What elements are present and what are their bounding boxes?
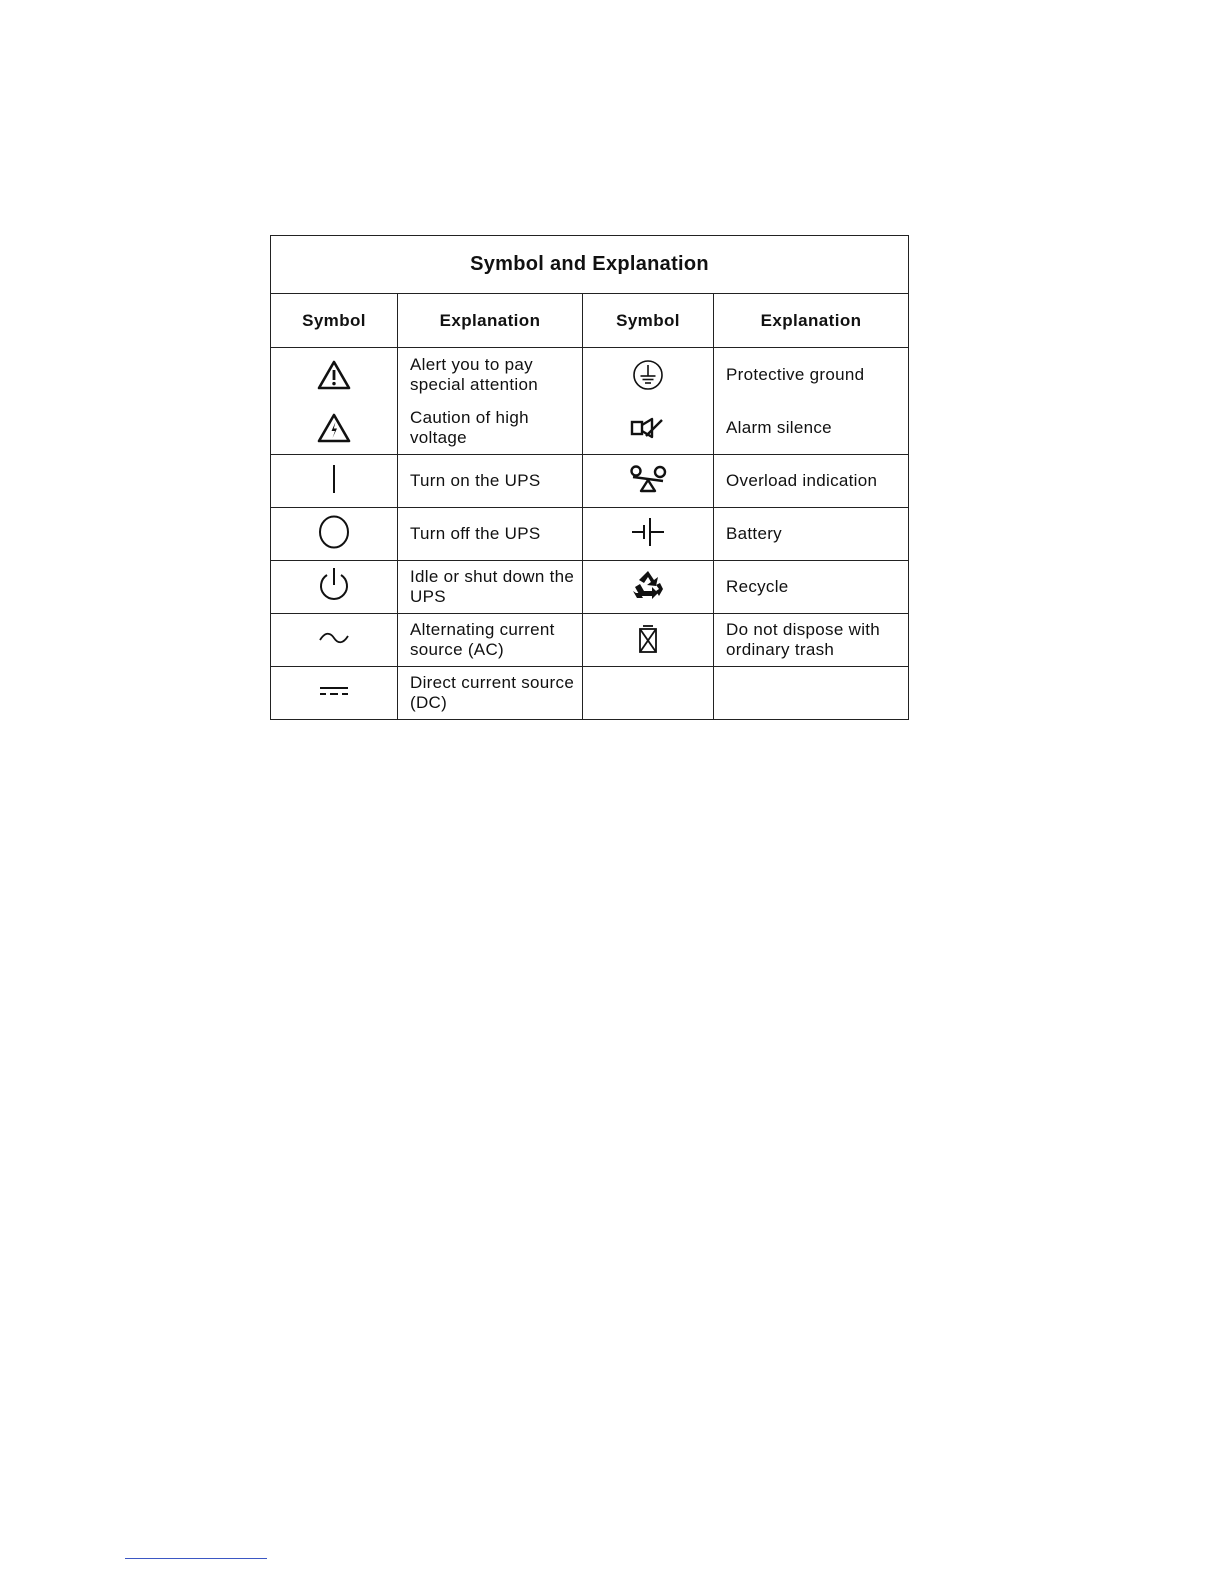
table-row xyxy=(271,667,909,720)
symbol-table xyxy=(270,235,909,720)
table-row xyxy=(271,508,909,561)
explanation-recycle: Recycle xyxy=(726,577,789,596)
dc-icon xyxy=(318,685,350,697)
header-symbol-left: Symbol xyxy=(271,294,398,348)
explanation-ac: Alternating current source (AC) xyxy=(410,620,555,659)
explanation-battery: Battery xyxy=(726,524,782,543)
overload-icon xyxy=(629,465,667,493)
power-off-icon xyxy=(318,515,350,549)
explanation-ground: Protective ground xyxy=(726,365,865,384)
table-row xyxy=(271,348,909,455)
recycle-icon xyxy=(631,569,665,601)
explanation-alert: Alert you to pay special attention xyxy=(410,355,538,394)
header-explanation-left: Explanation xyxy=(398,294,583,348)
explanation-idle: Idle or shut down the UPS xyxy=(410,567,575,606)
standby-icon xyxy=(317,566,351,604)
header-symbol-right: Symbol xyxy=(583,294,714,348)
power-on-icon xyxy=(329,464,339,494)
explanation-high-voltage: Caution of high voltage xyxy=(410,408,529,447)
explanation-alarm-silence: Alarm silence xyxy=(726,418,832,437)
ground-icon xyxy=(632,359,664,391)
high-voltage-icon xyxy=(317,413,351,443)
ac-icon xyxy=(318,631,350,645)
explanation-turn-off: Turn off the UPS xyxy=(410,524,541,543)
table-row xyxy=(271,614,909,667)
empty-cell xyxy=(583,667,714,720)
empty-cell xyxy=(714,667,909,720)
warning-triangle-icon xyxy=(317,360,351,390)
table-row xyxy=(271,561,909,614)
explanation-turn-on: Turn on the UPS xyxy=(410,471,541,490)
explanation-no-trash: Do not dispose with ordinary trash xyxy=(726,620,881,659)
explanation-dc: Direct current source (DC) xyxy=(410,673,575,712)
explanation-overload: Overload indication xyxy=(726,471,878,490)
crossed-bin-icon xyxy=(637,622,659,654)
table-row xyxy=(271,455,909,508)
battery-icon xyxy=(630,516,666,548)
table-title: Symbol and Explanation xyxy=(271,236,909,294)
footnote-divider xyxy=(125,1558,267,1559)
alarm-silence-icon xyxy=(630,416,666,440)
header-explanation-right: Explanation xyxy=(714,294,909,348)
